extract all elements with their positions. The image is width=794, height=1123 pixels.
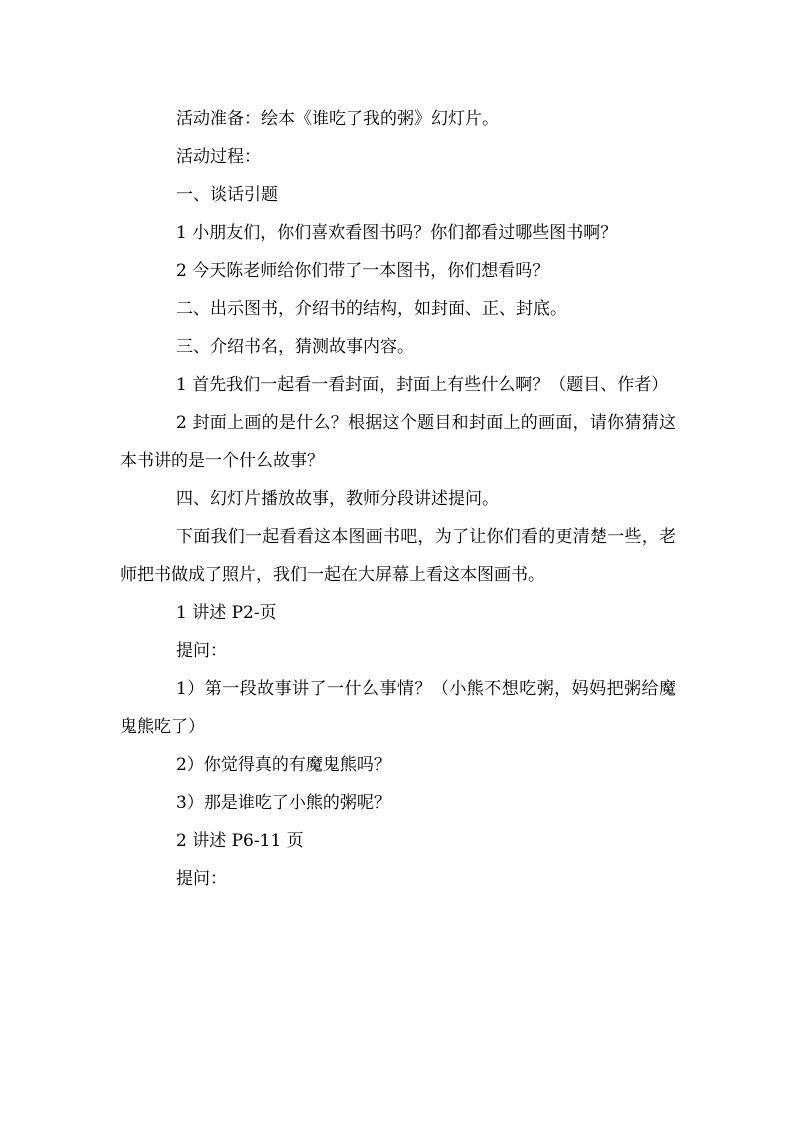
paragraph-1-2: 2 今天陈老师给你们带了一本图书，你们想看吗？	[176, 261, 550, 281]
paragraph-4-2: 2 讲述 P6-11 页	[176, 831, 304, 851]
paragraph-preparation: 活动准备：绘本《谁吃了我的粥》幻灯片。	[176, 109, 499, 129]
paragraph-question-label-2: 提问：	[176, 869, 227, 889]
section-heading-3: 三、介绍书名，猜测故事内容。	[176, 337, 414, 357]
paragraph-3-1: 1 首先我们一起看一看封面，封面上有些什么啊？（题目、作者）	[176, 375, 669, 395]
paragraph-3-2: 2 封面上画的是什么？根据这个题目和封面上的画面，请你猜猜这本书讲的是一个什么故事？	[120, 413, 676, 471]
paragraph-4-intro: 下面我们一起看看这本图画书吧，为了让你们看的更清楚一些，老师把书做成了照片，我们一起在大屏幕上看这本图画书。	[120, 527, 676, 585]
paragraph-1-1: 1 小朋友们，你们喜欢看图书吗？你们都看过哪些图书啊？	[176, 223, 618, 243]
paragraph-process-heading: 活动过程：	[176, 147, 261, 167]
section-heading-2: 二、出示图书，介绍书的结构，如封面、正、封底。	[176, 299, 567, 319]
section-heading-4: 四、幻灯片播放故事，教师分段讲述提问。	[176, 489, 499, 509]
paragraph-question-label: 提问：	[176, 641, 227, 661]
section-heading-1: 一、谈话引题	[176, 185, 278, 205]
paragraph-question-3: 3）那是谁吃了小熊的粥呢？	[176, 793, 391, 813]
paragraph-question-2: 2）你觉得真的有魔鬼熊吗？	[176, 755, 391, 775]
document-body	[120, 100, 676, 898]
paragraph-question-1: 1）第一段故事讲了一什么事情？（小熊不想吃粥，妈妈把粥给魔鬼熊吃了）	[120, 679, 676, 737]
paragraph-4-1: 1 讲述 P2-页	[176, 603, 277, 623]
